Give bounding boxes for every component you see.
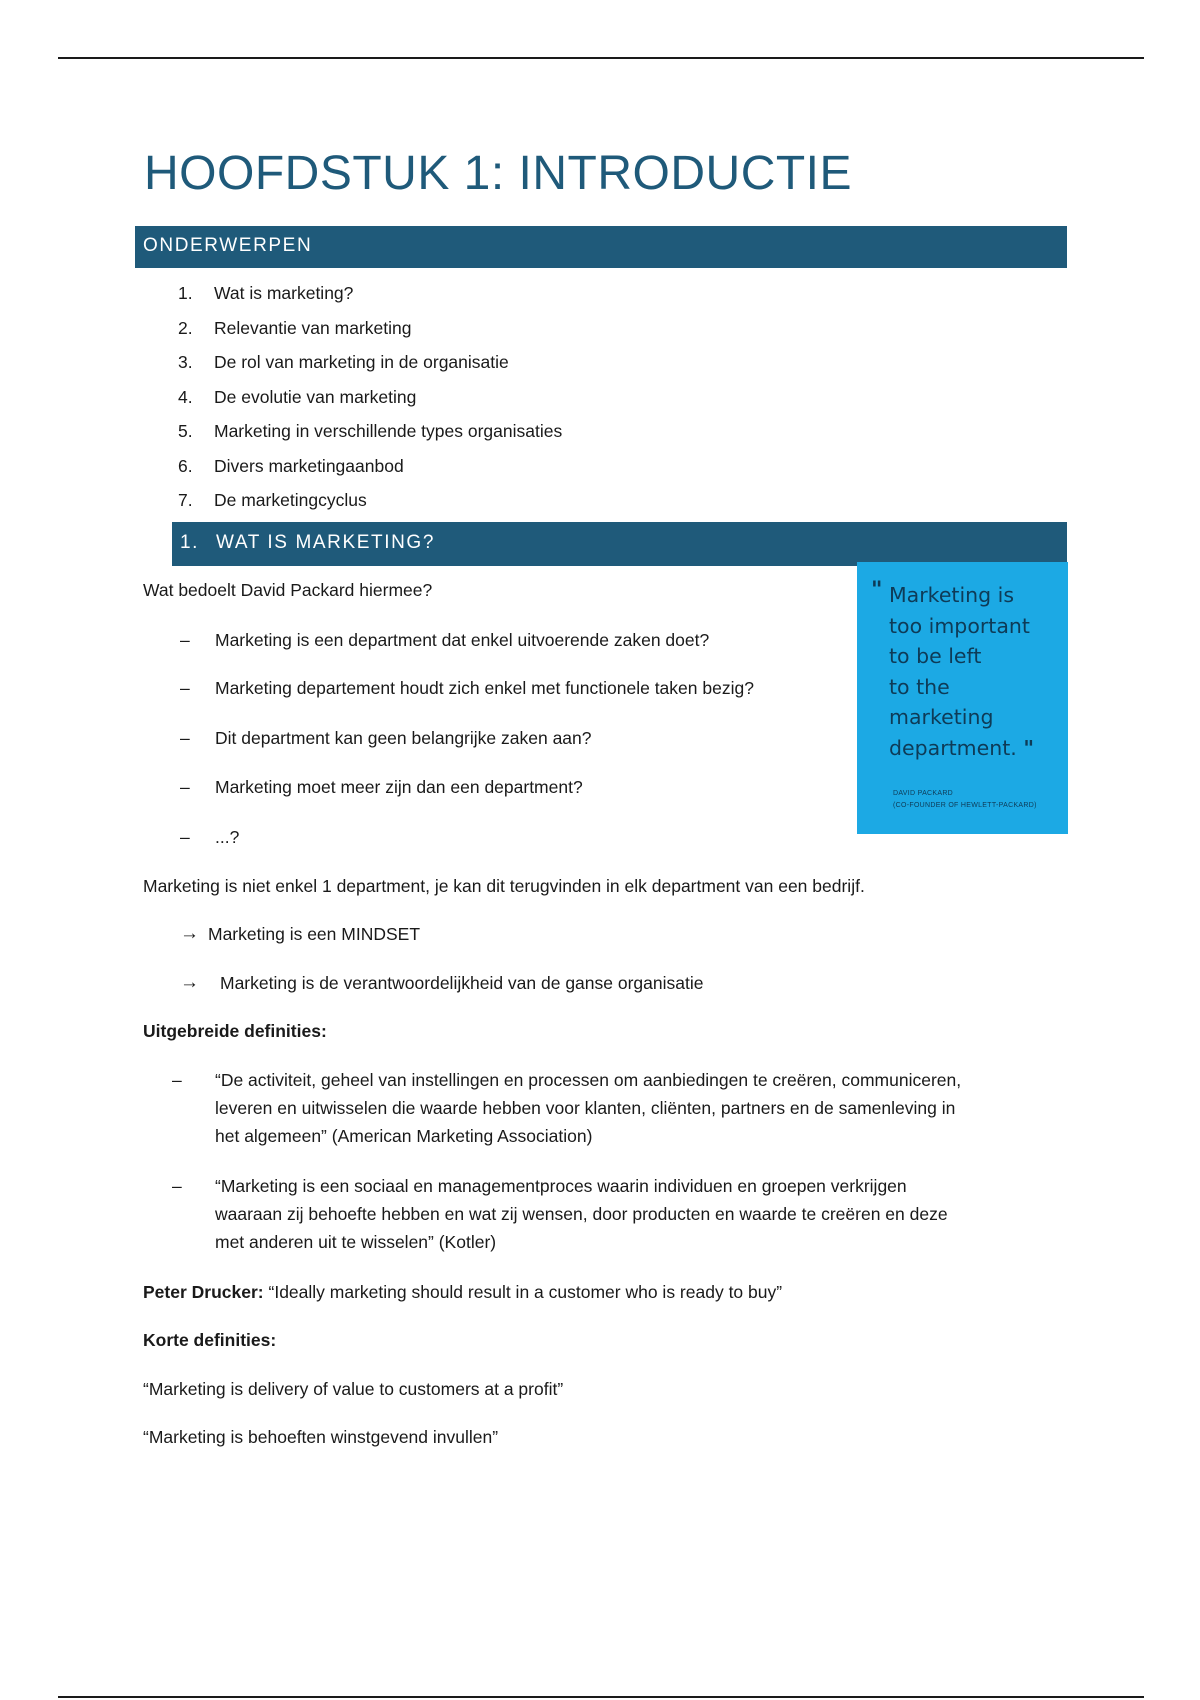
quote-attribution bbox=[893, 788, 1037, 812]
arrow-text: Marketing is een MINDSET bbox=[208, 924, 421, 944]
topics-list bbox=[178, 278, 562, 520]
list-item bbox=[178, 416, 562, 451]
bullet-text: Marketing moet meer zijn dan een department? bbox=[215, 777, 583, 797]
list-label: De evolutie van marketing bbox=[214, 386, 417, 407]
arrow-icon: → bbox=[180, 972, 199, 993]
quote-line-last bbox=[889, 733, 1058, 764]
list-label: Wat is marketing? bbox=[214, 283, 354, 303]
bullet-dash: – bbox=[180, 728, 190, 748]
bullet-text: Dit department kan geen belangrijke zaken aan? bbox=[215, 728, 592, 748]
quote-line: marketing bbox=[889, 705, 994, 729]
quote-author: DAVID PACKARD bbox=[893, 790, 954, 797]
list-item bbox=[178, 485, 562, 520]
bullet-dash: – bbox=[180, 630, 190, 650]
conclusion-text: Marketing is niet enkel 1 department, je kan dit terugvinden in elk department van een bedrijf. bbox=[143, 876, 865, 896]
bottom-rule bbox=[58, 1696, 1144, 1698]
bullet-dash: – bbox=[180, 777, 190, 797]
section-heading-band bbox=[172, 522, 1067, 566]
list-number: 5. bbox=[178, 421, 193, 441]
list-label: Marketing in verschillende types organisaties bbox=[214, 421, 563, 441]
list-number: 1. bbox=[178, 283, 193, 303]
drucker-quote-text: “Ideally marketing should result in a customer who is ready to buy” bbox=[268, 1282, 783, 1302]
short-definition: “Marketing is delivery of value to customers at a profit” bbox=[143, 1379, 564, 1399]
bullet-text: Marketing is een department dat enkel uitvoerende zaken doet? bbox=[215, 630, 710, 650]
definition-line: “Marketing is een sociaal en managementproces waarin individuen en groepen verkrijgen bbox=[215, 1176, 907, 1196]
bullet-text: ...? bbox=[215, 827, 240, 847]
bullet-dash: – bbox=[172, 1176, 182, 1196]
short-definition: “Marketing is behoeften winstgevend invullen” bbox=[143, 1427, 499, 1447]
short-definitions-heading-text: Korte definities: bbox=[143, 1330, 277, 1350]
quote-line: to be left bbox=[889, 644, 982, 668]
section-title: WAT IS MARKETING? bbox=[216, 532, 435, 553]
definition-kotler bbox=[215, 1172, 948, 1256]
definition-line: leveren en uitwisselen die waarde hebben voor klanten, cliënten, partners en de samenleving in bbox=[215, 1098, 956, 1118]
bullet-dash: – bbox=[172, 1070, 182, 1090]
extended-definitions-heading bbox=[143, 1017, 327, 1045]
list-label: De marketingcyclus bbox=[214, 490, 367, 510]
definition-line: met anderen uit te wisselen” (Kotler) bbox=[215, 1232, 497, 1252]
bullet-dash: – bbox=[180, 678, 190, 698]
topics-heading-band: ONDERWERPEN bbox=[135, 226, 1067, 268]
list-label: Divers marketingaanbod bbox=[214, 455, 404, 476]
list-number: 7. bbox=[178, 490, 193, 510]
list-item bbox=[178, 382, 562, 417]
bullet-dash: – bbox=[180, 827, 190, 847]
list-number: 4. bbox=[178, 386, 193, 407]
drucker-quote bbox=[143, 1278, 782, 1306]
definition-ama bbox=[215, 1066, 961, 1150]
quote-close-mark: " bbox=[1023, 735, 1035, 760]
packard-question: Wat bedoelt David Packard hiermee? bbox=[143, 580, 433, 600]
top-rule bbox=[58, 57, 1144, 59]
quote-line: to the bbox=[889, 674, 950, 699]
list-label: Relevantie van marketing bbox=[214, 317, 412, 338]
definition-line: het algemeen” (American Marketing Association) bbox=[215, 1126, 593, 1146]
short-definitions-heading bbox=[143, 1326, 276, 1354]
list-item bbox=[178, 278, 562, 313]
definition-line: “De activiteit, geheel van instellingen en processen om aanbiedingen te creëren, communiceren, bbox=[215, 1070, 962, 1090]
list-number: 2. bbox=[178, 317, 193, 338]
bullet-text: Marketing departement houdt zich enkel met functionele taken bezig? bbox=[215, 678, 754, 698]
definition-line: waaraan zij behoefte hebben en wat zij wensen, door producten en waarde te creëren en deze bbox=[215, 1204, 948, 1224]
quote-line: too important bbox=[889, 613, 1030, 638]
chapter-title: HOOFDSTUK 1: INTRODUCTIE bbox=[144, 147, 853, 200]
quote-text bbox=[871, 580, 1058, 763]
section-number: 1. bbox=[180, 532, 200, 553]
list-item bbox=[178, 451, 562, 486]
arrow-text: Marketing is de verantwoordelijkheid van de ganse organisatie bbox=[220, 973, 704, 993]
list-item bbox=[178, 347, 562, 382]
quote-line: Marketing is bbox=[889, 583, 1015, 607]
quote-author-note: (CO-FOUNDER OF HEWLETT-PACKARD) bbox=[893, 802, 1037, 809]
quote-line: department. bbox=[889, 735, 1017, 760]
arrow-icon: → bbox=[180, 923, 199, 944]
extended-definitions-heading-text: Uitgebreide definities: bbox=[143, 1021, 327, 1041]
quote-open-mark: " bbox=[871, 578, 883, 603]
list-item bbox=[178, 313, 562, 348]
list-number: 6. bbox=[178, 455, 193, 476]
list-number: 3. bbox=[178, 352, 193, 372]
drucker-name: Peter Drucker: bbox=[143, 1282, 264, 1302]
list-label: De rol van marketing in de organisatie bbox=[214, 352, 509, 372]
packard-quote-box bbox=[857, 562, 1068, 834]
